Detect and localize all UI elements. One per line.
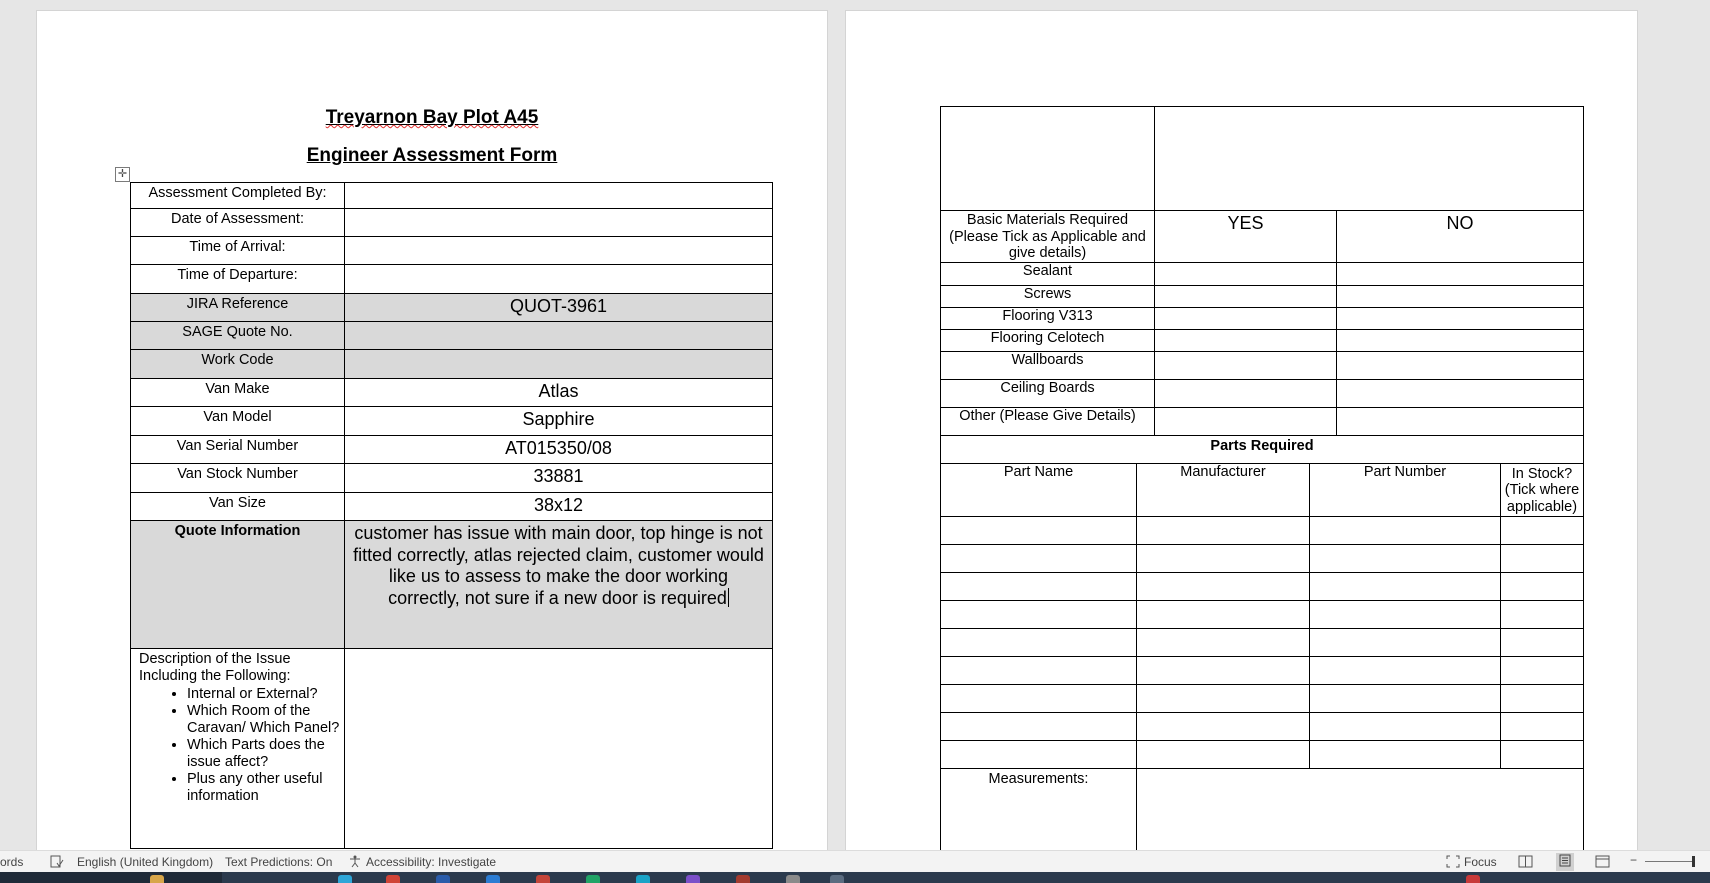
document-title [37, 107, 827, 129]
part-cell[interactable] [1310, 516, 1501, 544]
blank-cell[interactable] [941, 107, 1155, 211]
no-header: NO [1337, 211, 1584, 263]
parts-row [941, 628, 1584, 656]
material-label: Flooring Celotech [941, 329, 1155, 351]
form-value[interactable]: 33881 [345, 464, 773, 493]
no-cell[interactable] [1337, 351, 1584, 379]
table-move-handle-icon[interactable]: ✛ [115, 167, 130, 182]
part-cell[interactable] [1137, 544, 1310, 572]
blank-header-row [941, 107, 1584, 211]
parts-row [941, 740, 1584, 768]
no-cell[interactable] [1337, 329, 1584, 351]
yes-cell[interactable] [1155, 329, 1337, 351]
form-row-arrival [131, 237, 773, 265]
form-label: Van Size [131, 493, 345, 521]
form-label: Work Code [131, 350, 345, 379]
chrome-icon[interactable] [386, 875, 400, 883]
parts-row [941, 684, 1584, 712]
form-label: Date of Assessment: [131, 209, 345, 237]
part-cell[interactable] [941, 600, 1137, 628]
description-heading: Description of the Issue Including the Following: [139, 651, 291, 684]
material-label: Screws [941, 285, 1155, 307]
materials-parts-table [940, 106, 1584, 852]
material-row [941, 329, 1584, 351]
web-layout-icon[interactable] [1595, 855, 1610, 871]
powerpoint-icon[interactable] [536, 875, 550, 883]
form-row-completed-by [131, 183, 773, 209]
parts-row [941, 600, 1584, 628]
teams-icon[interactable] [636, 875, 650, 883]
form-label: JIRA Reference [131, 294, 345, 322]
no-cell[interactable] [1337, 407, 1584, 435]
part-cell[interactable] [1501, 600, 1584, 628]
outlook-icon[interactable] [436, 875, 450, 883]
form-label: Time of Departure: [131, 265, 345, 294]
form-row-date [131, 209, 773, 237]
part-cell[interactable] [1137, 740, 1310, 768]
form-value[interactable] [345, 322, 773, 350]
focus-button[interactable]: Focus [1464, 855, 1497, 869]
description-list [139, 686, 344, 805]
form-value[interactable]: QUOT-3961 [345, 294, 773, 322]
form-row-van-make [131, 379, 773, 407]
part-cell[interactable] [1501, 740, 1584, 768]
form-row-van-size [131, 493, 773, 521]
part-cell[interactable] [1310, 684, 1501, 712]
parts-row [941, 712, 1584, 740]
parts-row [941, 544, 1584, 572]
part-cell[interactable] [1310, 628, 1501, 656]
part-cell[interactable] [1137, 572, 1310, 600]
no-cell[interactable] [1337, 285, 1584, 307]
yes-header: YES [1155, 211, 1337, 263]
part-cell[interactable] [1310, 600, 1501, 628]
document-page-1[interactable] [36, 10, 828, 852]
description-value[interactable] [345, 649, 773, 849]
parts-row [941, 572, 1584, 600]
parts-row [941, 656, 1584, 684]
no-cell[interactable] [1337, 262, 1584, 285]
app-icon[interactable] [786, 875, 800, 883]
no-cell[interactable] [1337, 379, 1584, 407]
part-name-header: Part Name [941, 463, 1137, 516]
form-value[interactable]: Sapphire [345, 407, 773, 436]
form-value[interactable] [345, 183, 773, 209]
excel-icon[interactable] [586, 875, 600, 883]
app-icon[interactable] [736, 875, 750, 883]
material-row [941, 407, 1584, 435]
text-cursor [728, 588, 729, 607]
part-cell[interactable] [1310, 712, 1501, 740]
yes-cell[interactable] [1155, 285, 1337, 307]
onenote-icon[interactable] [686, 875, 700, 883]
document-subtitle: Engineer Assessment Form [306, 145, 558, 166]
material-row [941, 307, 1584, 329]
form-value[interactable] [345, 209, 773, 237]
text-predictions-status[interactable]: Text Predictions: On [225, 855, 333, 869]
part-cell[interactable] [941, 628, 1137, 656]
measurements-label: Measurements: [941, 768, 1137, 852]
description-label [131, 649, 345, 849]
parts-row [941, 516, 1584, 544]
material-row [941, 262, 1584, 285]
app-icon[interactable] [830, 875, 844, 883]
part-cell[interactable] [1501, 684, 1584, 712]
form-value[interactable] [345, 265, 773, 294]
form-row-quote [131, 521, 773, 649]
part-cell[interactable] [941, 572, 1137, 600]
quote-value[interactable] [345, 521, 773, 649]
zoom-slider-thumb[interactable] [1692, 856, 1695, 867]
part-cell[interactable] [1501, 628, 1584, 656]
form-value[interactable]: 38x12 [345, 493, 773, 521]
spellcheck-icon[interactable] [50, 855, 64, 871]
document-title-text: Treyarnon Bay Plot A45 [325, 107, 539, 128]
material-row [941, 379, 1584, 407]
list-item: • Internal or External? [187, 686, 344, 703]
materials-header: Basic Materials Required (Please Tick as Applicable and give details) [941, 211, 1155, 263]
file-explorer-icon[interactable] [150, 875, 164, 883]
part-cell[interactable] [1310, 572, 1501, 600]
form-value[interactable]: Atlas [345, 379, 773, 407]
material-label: Ceiling Boards [941, 379, 1155, 407]
part-cell[interactable] [1137, 656, 1310, 684]
material-row [941, 351, 1584, 379]
part-cell[interactable] [1137, 712, 1310, 740]
part-cell[interactable] [941, 740, 1137, 768]
list-item: • Which Room of the Caravan/ Which Panel? [187, 703, 344, 737]
language-status[interactable]: English (United Kingdom) [77, 855, 214, 869]
quote-label: Quote Information [131, 521, 345, 649]
form-row-stock [131, 464, 773, 493]
part-cell[interactable] [1310, 740, 1501, 768]
quote-text: customer has issue with main door, top hinge is not fitted correctly, atlas rejected claim, customer would like us to assess to make the door working correctly, not sure if a new door is required [353, 523, 764, 608]
material-label: Wallboards [941, 351, 1155, 379]
form-label: Van Stock Number [131, 464, 345, 493]
tray-icon[interactable] [1466, 875, 1480, 883]
part-cell[interactable] [1137, 684, 1310, 712]
manufacturer-header: Manufacturer [1137, 463, 1310, 516]
status-bar [0, 850, 1710, 873]
form-value[interactable] [345, 350, 773, 379]
part-cell[interactable] [1501, 712, 1584, 740]
part-cell[interactable] [941, 712, 1137, 740]
form-row-jira [131, 294, 773, 322]
part-cell[interactable] [1501, 544, 1584, 572]
form-label: Van Model [131, 407, 345, 436]
form-label: Time of Arrival: [131, 237, 345, 265]
form-row-description [131, 649, 773, 849]
document-page-2[interactable] [845, 10, 1638, 852]
part-cell[interactable] [1310, 656, 1501, 684]
material-label: Sealant [941, 262, 1155, 285]
yes-cell[interactable] [1155, 307, 1337, 329]
part-cell[interactable] [1137, 628, 1310, 656]
list-item: • Plus any other useful information [187, 771, 344, 805]
part-cell[interactable] [1310, 544, 1501, 572]
word-count[interactable]: ords [0, 855, 24, 869]
materials-header-row [941, 211, 1584, 263]
read-mode-icon[interactable] [1518, 855, 1533, 871]
part-cell[interactable] [941, 684, 1137, 712]
part-cell[interactable] [1501, 516, 1584, 544]
measurements-value[interactable] [1137, 768, 1584, 852]
form-value[interactable]: AT015350/08 [345, 436, 773, 464]
part-cell[interactable] [1137, 516, 1310, 544]
form-row-serial [131, 436, 773, 464]
part-number-header: Part Number [1310, 463, 1501, 516]
parts-title-row [941, 435, 1584, 463]
accessibility-icon[interactable] [348, 855, 362, 871]
yes-cell[interactable] [1155, 351, 1337, 379]
list-item: • Which Parts does the issue affect? [187, 737, 344, 771]
print-layout-icon[interactable] [1556, 853, 1574, 871]
os-taskbar [0, 872, 1710, 883]
part-cell[interactable] [1501, 656, 1584, 684]
part-cell[interactable] [941, 656, 1137, 684]
zoom-slider-track[interactable] [1645, 861, 1695, 862]
edge-icon[interactable] [338, 875, 352, 883]
in-stock-header: In Stock? (Tick where applicable) [1501, 463, 1584, 516]
word-icon[interactable] [486, 875, 500, 883]
material-row [941, 285, 1584, 307]
parts-header-row [941, 463, 1584, 516]
form-label: Van Make [131, 379, 345, 407]
yes-cell[interactable] [1155, 379, 1337, 407]
accessibility-status[interactable]: Accessibility: Investigate [366, 855, 497, 869]
form-label: Van Serial Number [131, 436, 345, 464]
measurements-row [941, 768, 1584, 852]
form-label: Assessment Completed By: [131, 183, 345, 209]
parts-required-title: Parts Required [941, 435, 1584, 463]
focus-icon[interactable] [1446, 855, 1460, 871]
material-label: Other (Please Give Details) [941, 407, 1155, 435]
part-cell[interactable] [1137, 600, 1310, 628]
part-cell[interactable] [941, 544, 1137, 572]
no-cell[interactable] [1337, 307, 1584, 329]
form-row-sage [131, 322, 773, 350]
form-row-departure [131, 265, 773, 294]
form-value[interactable] [345, 237, 773, 265]
form-row-work-code [131, 350, 773, 379]
zoom-out-icon[interactable]: − [1630, 853, 1638, 867]
yes-cell[interactable] [1155, 407, 1337, 435]
form-label: SAGE Quote No. [131, 322, 345, 350]
form-row-van-model [131, 407, 773, 436]
assessment-form-table [130, 182, 773, 849]
part-cell[interactable] [1501, 572, 1584, 600]
yes-cell[interactable] [1155, 262, 1337, 285]
material-label: Flooring V313 [941, 307, 1155, 329]
part-cell[interactable] [941, 516, 1137, 544]
blank-cell[interactable] [1155, 107, 1584, 211]
